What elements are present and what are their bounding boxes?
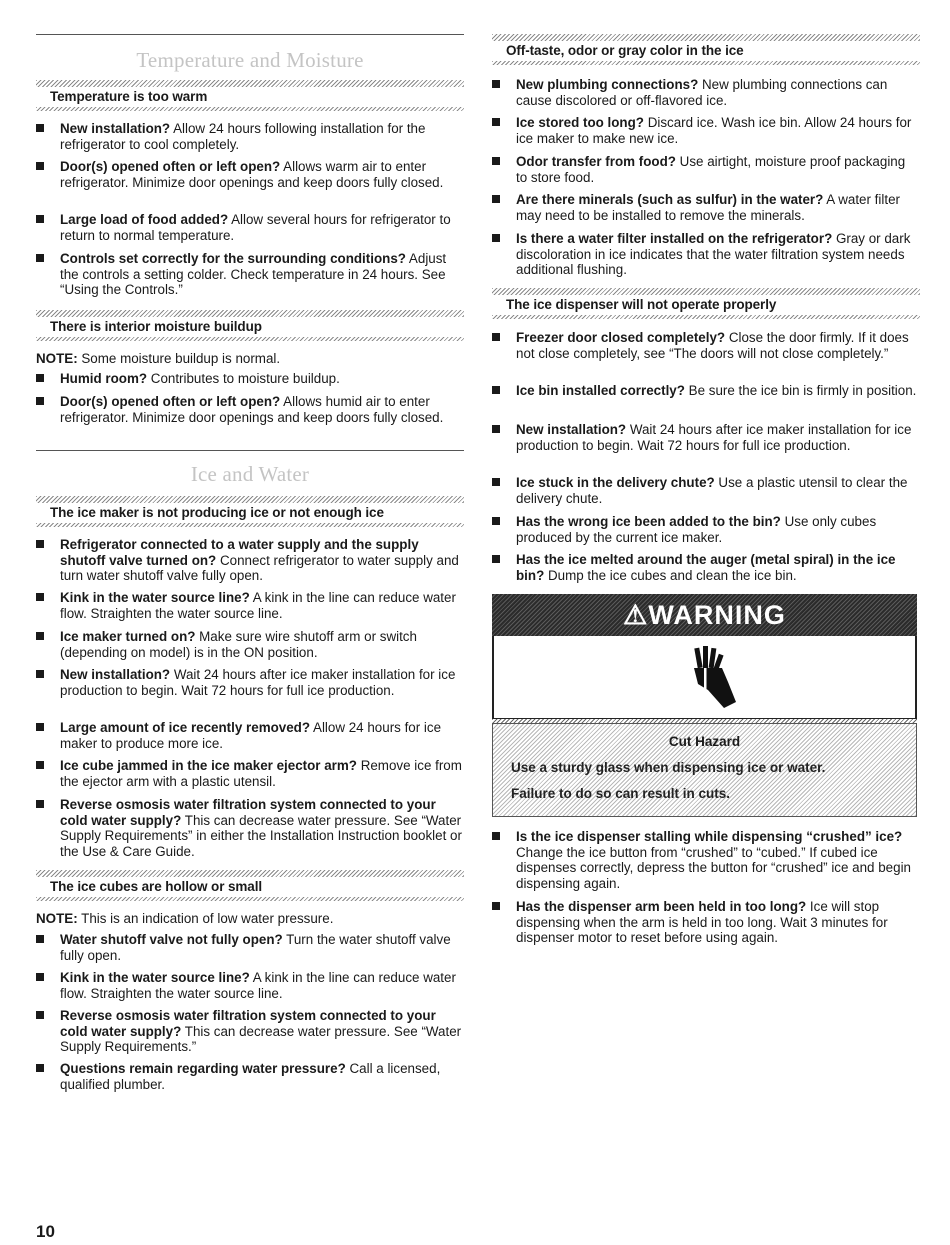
cut-hazard-hand-icon — [492, 636, 917, 719]
list-item: Questions remain regarding water pressure? Call a licensed, qualified plumber. — [36, 1061, 464, 1092]
list-item: Door(s) opened often or left open? Allows warm air to enter refrigerator. Minimize door openings and keep doors fully closed. — [36, 159, 464, 190]
subhead-dispenser: The ice dispenser will not operate properly — [492, 288, 920, 319]
list-item: Has the ice melted around the auger (metal spiral) in the ice bin? Dump the ice cubes and clean the ice bin. — [492, 552, 920, 583]
list-item: Large amount of ice recently removed? Allow 24 hours for ice maker to produce more ice. — [36, 720, 464, 751]
subhead-temperature-warm: Temperature is too warm — [36, 80, 464, 111]
list-item: New installation? Wait 24 hours after ice maker installation for ice production to begin. Wait 72 hours for full ice production. — [492, 422, 920, 453]
warning-box — [492, 594, 917, 816]
list-item: Has the dispenser arm been held in too long? Ice will stop dispensing when the arm is held in too long. Wait 3 minutes for dispenser motor to reset before using again. — [492, 899, 920, 946]
subhead-off-taste: Off-taste, odor or gray color in the ice — [492, 34, 920, 65]
list-item: Odor transfer from food? Use airtight, moisture proof packaging to store food. — [492, 154, 920, 185]
divider — [36, 450, 464, 451]
list-item: Humid room? Contributes to moisture buildup. — [36, 371, 464, 387]
list-item: Ice bin installed correctly? Be sure the ice bin is firmly in position. — [492, 383, 920, 399]
list-item: Ice stuck in the delivery chute? Use a plastic utensil to clear the delivery chute. — [492, 475, 920, 506]
subhead-hollow-cubes: The ice cubes are hollow or small — [36, 870, 464, 901]
list-item: Refrigerator connected to a water supply and the supply shutoff valve turned on? Connect refrigerator to water supply and turn water shutoff valve fully open. — [36, 537, 464, 584]
list-item: Ice cube jammed in the ice maker ejector arm? Remove ice from the ejector arm with a plastic utensil. — [36, 758, 464, 789]
list-item: Are there minerals (such as sulfur) in the water? A water filter may need to be installed to remove the minerals. — [492, 192, 920, 223]
list-item: Freezer door closed completely? Close the door firmly. If it does not close completely, see “The doors will not close completely.” — [492, 330, 920, 361]
list-item: Has the wrong ice been added to the bin? Use only cubes produced by the current ice maker. — [492, 514, 920, 545]
subhead-ice-maker: The ice maker is not producing ice or not enough ice — [36, 496, 464, 527]
divider — [36, 34, 464, 35]
list-item: Water shutoff valve not fully open? Turn the water shutoff valve fully open. — [36, 932, 464, 963]
list-item: Kink in the water source line? A kink in the line can reduce water flow. Straighten the water source line. — [36, 970, 464, 1001]
list-item: Is the ice dispenser stalling while dispensing “crushed” ice? Change the ice button from “crushed” to “cubed.” If cubed ice dispenses correctly, depress the button for “crushed” ice and begin dispensing again. — [492, 829, 920, 891]
list-item: New plumbing connections? New plumbing connections can cause discolored or off-flavored ice. — [492, 77, 920, 108]
list-item: Large load of food added? Allow several hours for refrigerator to return to normal temperature. — [36, 212, 464, 243]
note: NOTE: Some moisture buildup is normal. — [36, 351, 281, 366]
list-item: Kink in the water source line? A kink in the line can reduce water flow. Straighten the water source line. — [36, 590, 464, 621]
list-item: Door(s) opened often or left open? Allows humid air to enter refrigerator. Minimize door openings and keep doors fully closed. — [36, 394, 464, 425]
warning-message — [492, 723, 917, 817]
list-item: Controls set correctly for the surrounding conditions? Adjust the controls a setting colder. Check temperature in 24 hours. See “Using the Controls.” — [36, 251, 464, 298]
list-item: Ice stored too long? Discard ice. Wash ice bin. Allow 24 hours for ice maker to make new ice. — [492, 115, 920, 146]
note: NOTE: This is an indication of low water pressure. — [36, 911, 334, 926]
section-title-ice-water: Ice and Water — [190, 462, 310, 486]
warning-line: Use a sturdy glass when dispensing ice or water. — [511, 760, 826, 775]
subhead-moisture-buildup: There is interior moisture buildup — [36, 310, 464, 341]
list-item: Reverse osmosis water filtration system connected to your cold water supply? This can decrease water pressure. See “Water Supply Requirements” in either the Installation Instruction booklet or the Use & Care Guide. — [36, 797, 464, 859]
warning-line: Failure to do so can result in cuts. — [511, 786, 731, 801]
warning-title: Cut Hazard — [668, 734, 741, 749]
list-item: New installation? Allow 24 hours following installation for the refrigerator to cool completely. — [36, 121, 464, 152]
list-item: Is there a water filter installed on the refrigerator? Gray or dark discoloration in ice indicates that the water filtration system needs additional flushing. — [492, 231, 920, 278]
list-item: Reverse osmosis water filtration system connected to your cold water supply? This can decrease water pressure. See “Water Supply Requirements.” — [36, 1008, 464, 1055]
section-title-temperature: Temperature and Moisture — [136, 48, 364, 72]
list-item: Ice maker turned on? Make sure wire shutoff arm or switch (depending on model) is in the ON position. — [36, 629, 464, 660]
warning-header: ⚠WARNING — [492, 594, 917, 636]
page-number: 10 — [36, 1222, 55, 1241]
list-item: New installation? Wait 24 hours after ice maker installation for ice production to begin. Wait 72 hours for full ice production. — [36, 667, 464, 698]
